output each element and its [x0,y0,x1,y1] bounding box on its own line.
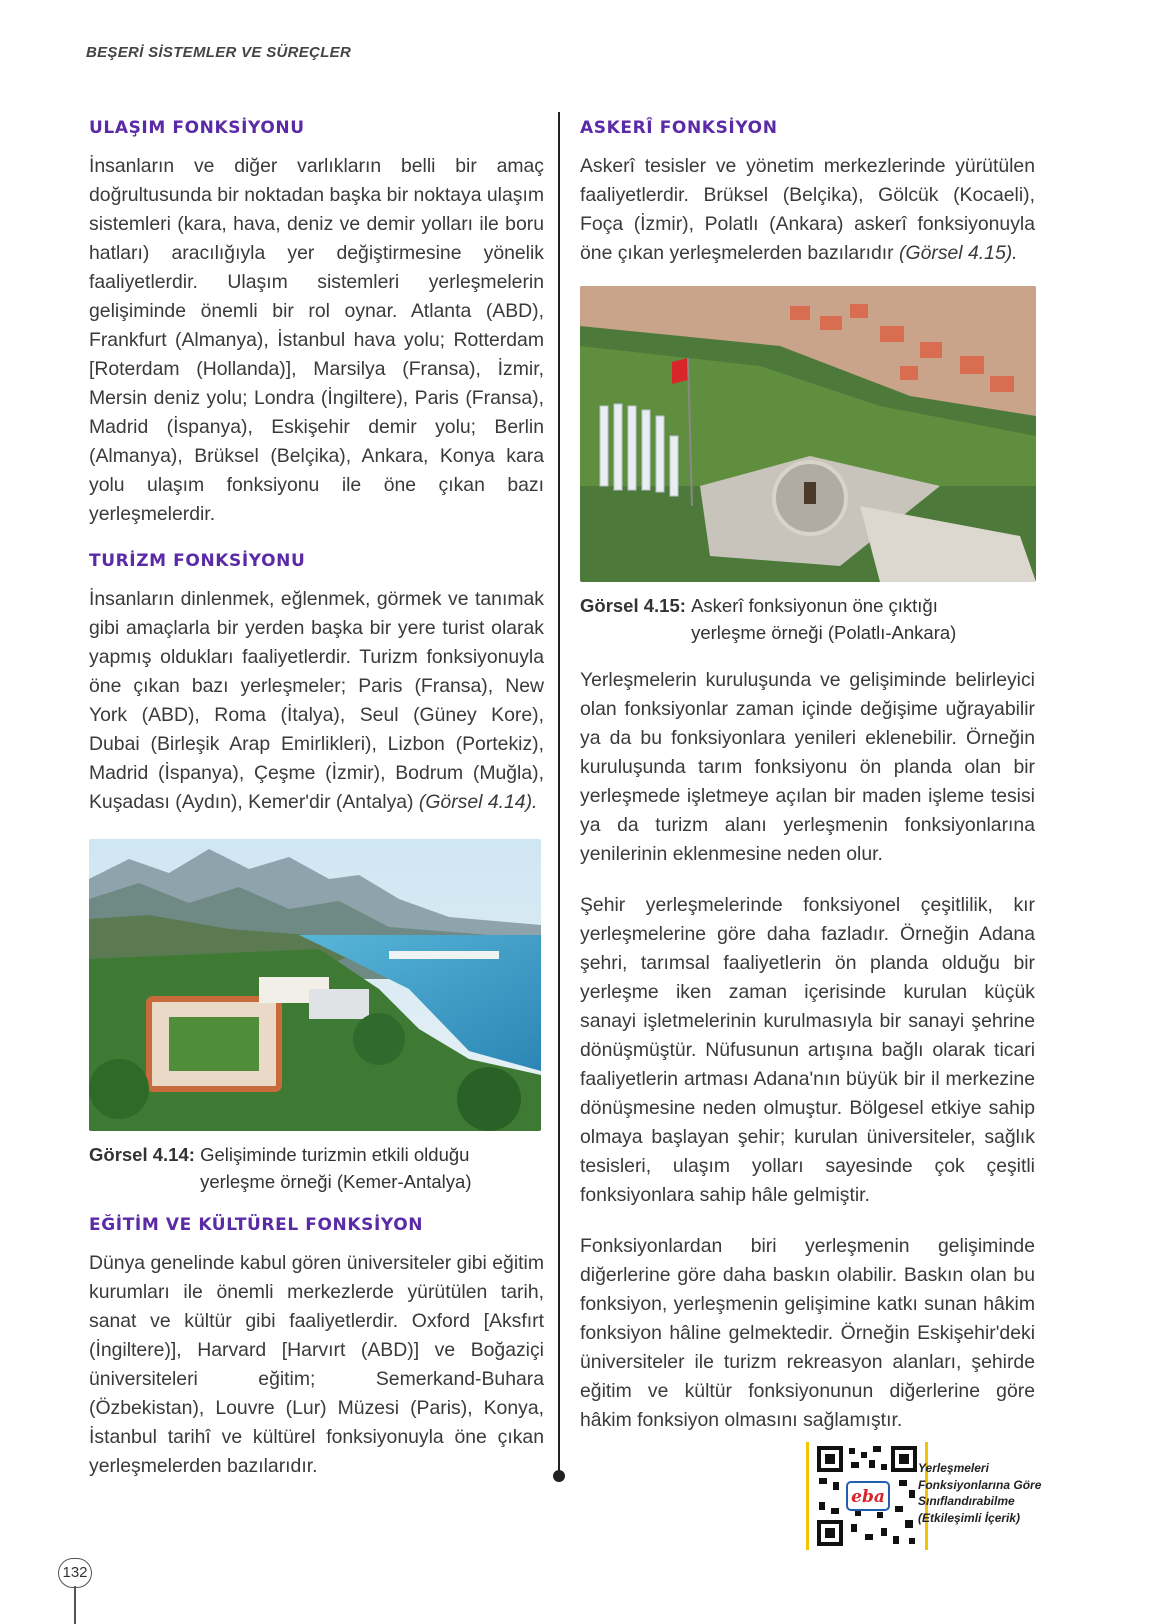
figure-caption-text-4-15: Askerî fonksiyonun öne çıktığı yerleşme örneği (Polatlı-Ankara) [691,595,957,643]
column-divider-dot [553,1470,565,1482]
figure-caption-4-15 [580,592,1035,646]
heading-turizm: TURİZM FONKSİYONU [89,551,306,571]
paragraph-turizm-text: İnsanların dinlenmek, eğlenmek, görmek ve tanımak gibi amaçlarla bir yerden başka bir yere turist olarak yapmış oldukları faaliyetlerdir. Turizm fonksiyonuyla öne çıkan bazı yerleşmeler; Paris (Fransa), New York (ABD), Roma (İtalya), Seul (Güney Kore), Dubai (Birleşik Arap Emirlikleri), Lizbon (Portekiz), Madrid (İspanya), Çeşme (İzmir), Bodrum (Muğla), Kuşadası (Aydın), Kemer'dir (Antalya) [89,588,544,813]
photo-polatli-ankara [580,286,1036,582]
paragraph-fonksiyon-degisimi: Yerleşmelerin kuruluşunda ve gelişiminde belirleyici olan fonksiyonlar zaman içinde değişime uğrayabilir ya da bu fonksiyonlara yenileri eklenebilir. Örneğin kuruluşunda tarım fonksiyonu ön planda olan bir yerleşmede işletmeye açılan bir maden işleme tesisi ya da turizm alanı yerleşmenin fonksiyonlarına yenilerinin eklenmesine neden olur. [580,669,1035,865]
paragraph-egitim: Dünya genelinde kabul gören üniversiteler gibi eğitim kurumları ile önemli merkezlerde yürütülen tarih, sanat ve kültür gibi faaliyetlerdir. Oxford [Aksfırt (İngiltere)], Harvard [Harvırt (ABD)] ve Boğaziçi üniversiteleri eğitim; Semerkand-Buhara (Özbekistan), Louvre (Lur) Müzesi (Paris), Konya, İstanbul tarihî ve kültürel fonksiyonuyla öne çıkan yerleşmelerden bazılarıdır. [89,1252,544,1477]
heading-ulasim: ULAŞIM FONKSİYONU [89,118,305,138]
qr-line-4: (Etkileşimli İçerik) [918,1510,1021,1525]
paragraph-askeri [580,152,1035,268]
left-column [89,118,544,1503]
paragraph-baskin-fonksiyon: Fonksiyonlardan biri yerleşmenin gelişiminde diğerlerine göre daha baskın olabilir. Baskın olan bu fonksiyon, yerleşmenin gelişimine katkı sunan hâkim fonksiyon hâline gelmektedir. Örneğin Eskişehir'deki üniversiteler ile turizm rekreasyon alanları, şehirde eğitim ve kültür fonksiyonunun diğerlerine göre hâkim fonksiyon olmasını sağlamıştır. [580,1235,1035,1431]
figure-ref-4-15: (Görsel 4.15). [899,242,1018,264]
heading-egitim: EĞİTİM VE KÜLTÜREL FONKSİYON [89,1215,424,1235]
eba-logo: eba [851,1487,885,1507]
qr-line-3: Sınıflandırabilme [918,1494,1015,1508]
qr-code-icon [815,1444,919,1548]
page-number-line [74,1586,76,1624]
right-column [580,118,1035,1457]
page-number: 132 [58,1558,92,1588]
figure-caption-4-14 [89,1141,544,1195]
paragraph-askeri-text: Askerî tesisler ve yönetim merkezlerinde yürütülen faaliyetlerdir. Brüksel (Belçika), Gölcük (Kocaeli), Foça (İzmir), Polatlı (Ankara) askerî fonksiyonuyla öne çıkan yerleşmelerden bazılarıdır [580,155,1035,264]
photo-kemer-illustration [89,839,541,1131]
heading-askeri: ASKERÎ FONKSİYON [580,118,778,138]
column-divider [558,112,560,1477]
qr-code-frame[interactable] [806,1442,928,1550]
photo-kemer-antalya [89,839,541,1131]
paragraph-ulasim: İnsanların ve diğer varlıkların belli bir amaç doğrultusunda bir noktadan başka bir noktaya ulaşım sistemleri (kara, hava, deniz ve demir yolları ile boru hatları) aracılığıyla yer değiştirmesine yönelik faaliyetlerdir. Ulaşım sistemleri yerleşmelerin gelişiminde önemli bir rol oynar. Atlanta (ABD), Frankfurt (Almanya), İstanbul hava yolu; Rotterdam [Roterdam (Hollanda)], Marsilya (Fransa), İzmir, Mersin deniz yolu; Londra (İngiltere), Paris (Fransa), Madrid (İspanya), Eskişehir demir yolu; Berlin (Almanya), Brüksel (Belçika), Ankara, Konya kara yolu ulaşım fonksiyonu ile öne çıkan bazı yerleşmelerdir. [89,155,544,525]
figure-label-4-14: Görsel 4.14: [89,1144,195,1165]
qr-line-1: Yerleşmeleri [918,1461,989,1475]
figure-label-4-15: Görsel 4.15: [580,595,686,616]
paragraph-adana-ornegi: Şehir yerleşmelerinde fonksiyonel çeşitlilik, kır yerleşmelerine göre daha fazladır. Örneğin Adana şehri, tarımsal faaliyetlerin ön planda olduğu bir yerleşme iken zaman içerisinde kurulan küçük sanayi işletmelerinin kurulmasıyla bir sanayi şehrine dönüşmüştür. Nüfusunun artışına bağlı olarak ticari faaliyetlerin artması Adana'nın büyük bir il merkezine dönüşmesine neden olmuştur. Bölgesel etkiye sahip olmaya başlayan şehir; kurulan üniversiteler, sağlık tesisleri, ulaşım yolları sayesinde çok çeşitli fonksiyonlara sahip hâle gelmiştir. [580,894,1035,1206]
figure-caption-text-4-14: Gelişiminde turizmin etkili olduğu yerleşme örneği (Kemer-Antalya) [200,1144,472,1192]
paragraph-turizm [89,585,544,817]
photo-polatli-illustration [580,286,1036,582]
running-head: BEŞERİ SİSTEMLER VE SÜREÇLER [86,44,352,61]
figure-ref-4-14: (Görsel 4.14). [418,791,538,813]
qr-line-2: Fonksiyonlarına Göre [918,1477,1042,1492]
qr-description [918,1460,1068,1526]
